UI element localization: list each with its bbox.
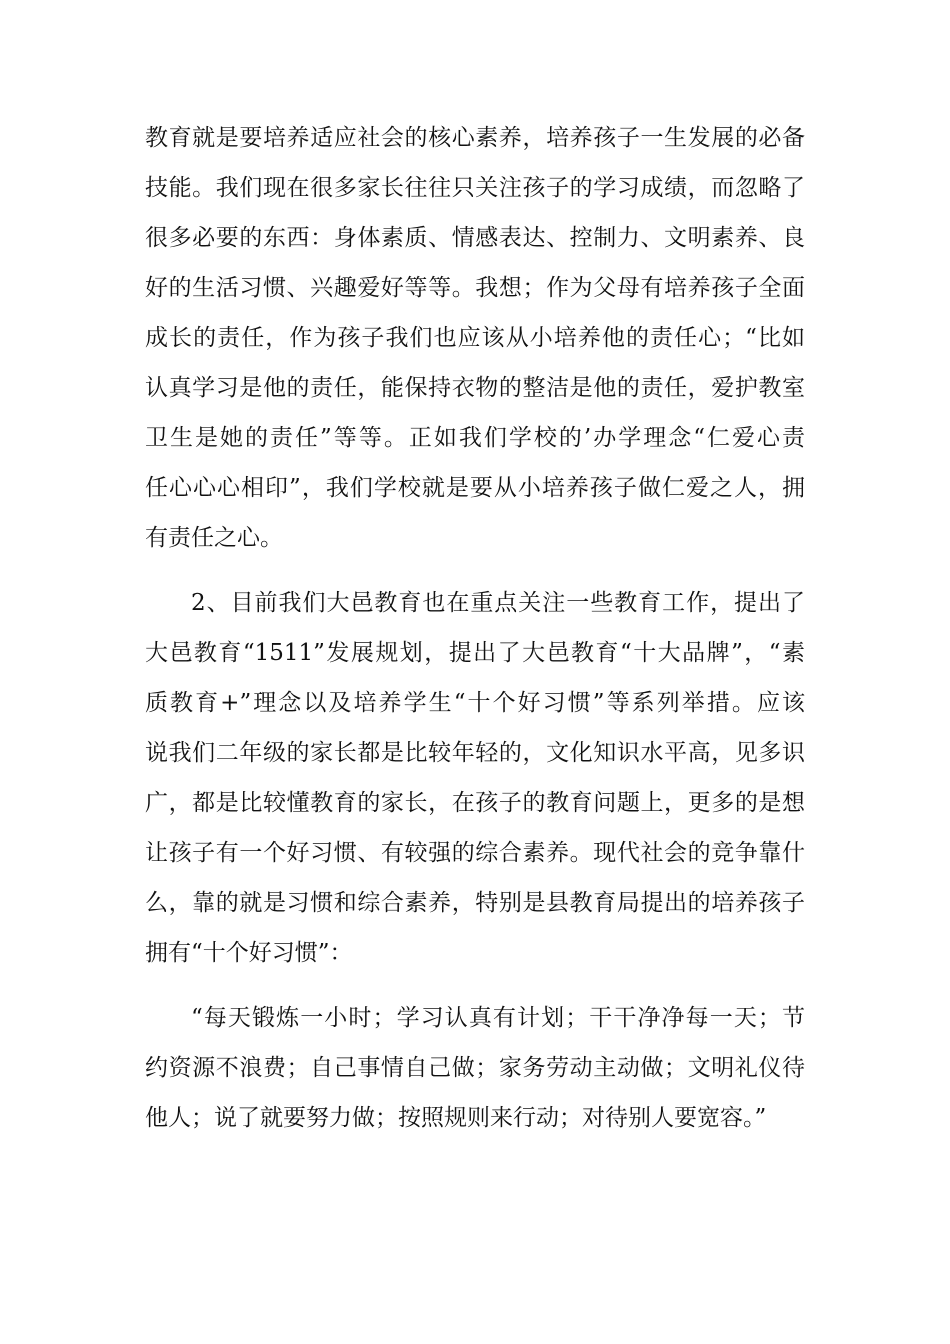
text-line: 成长的责任，作为孩子我们也应该从小培养他的责任心；“比如 bbox=[145, 325, 805, 351]
text-line: 好的生活习惯、兴趣爱好等等。我想；作为父母有培养孩子全面 bbox=[145, 275, 805, 301]
text-line: 约资源不浪费；自己事情自己做；家务劳动主动做；文明礼仪待 bbox=[145, 1055, 805, 1081]
text-line: 么，靠的就是习惯和综合素养，特别是县教育局提出的培养孩子 bbox=[145, 890, 805, 916]
text-line: 卫生是她的责任”等等。正如我们学校的’办学理念“仁爱心责 bbox=[145, 425, 805, 451]
text-line: 认真学习是他的责任，能保持衣物的整洁是他的责任，爱护教室 bbox=[145, 375, 805, 401]
text-line: 广，都是比较懂教育的家长，在孩子的教育问题上，更多的是想 bbox=[145, 790, 805, 816]
text-line: 他人；说了就要努力做；按照规则来行动；对待别人要宽容。” bbox=[145, 1105, 767, 1131]
text-line: 说我们二年级的家长都是比较年轻的，文化知识水平高，见多识 bbox=[145, 740, 805, 766]
paragraph-1 bbox=[145, 113, 805, 563]
text-line: 质教育+”理念以及培养学生“十个好习惯”等系列举措。应该 bbox=[145, 690, 805, 716]
text-line: 有责任之心。 bbox=[145, 525, 283, 551]
text-line: 技能。我们现在很多家长往往只关注孩子的学习成绩，而忽略了 bbox=[145, 175, 805, 201]
text-line: 任心心心相印”，我们学校就是要从小培养孩子做仁爱之人，拥 bbox=[145, 475, 805, 501]
text-line: 让孩子有一个好习惯、有较强的综合素养。现代社会的竞争靠什 bbox=[145, 840, 805, 866]
paragraph-2 bbox=[145, 578, 805, 978]
text-line: 拥有“十个好习惯”： bbox=[145, 940, 353, 966]
text-line: 教育就是要培养适应社会的核心素养，培养孩子一生发展的必备 bbox=[145, 125, 805, 151]
paragraph-3 bbox=[145, 993, 805, 1143]
text-line: 很多必要的东西：身体素质、情感表达、控制力、文明素养、良 bbox=[145, 225, 805, 251]
text-line: “每天锻炼一小时；学习认真有计划；干干净净每一天；节 bbox=[191, 1005, 805, 1031]
text-line: 2、目前我们大邑教育也在重点关注一些教育工作，提出了 bbox=[191, 590, 805, 616]
text-line: 大邑教育“1511”发展规划，提出了大邑教育“十大品牌”，“素 bbox=[145, 640, 805, 666]
